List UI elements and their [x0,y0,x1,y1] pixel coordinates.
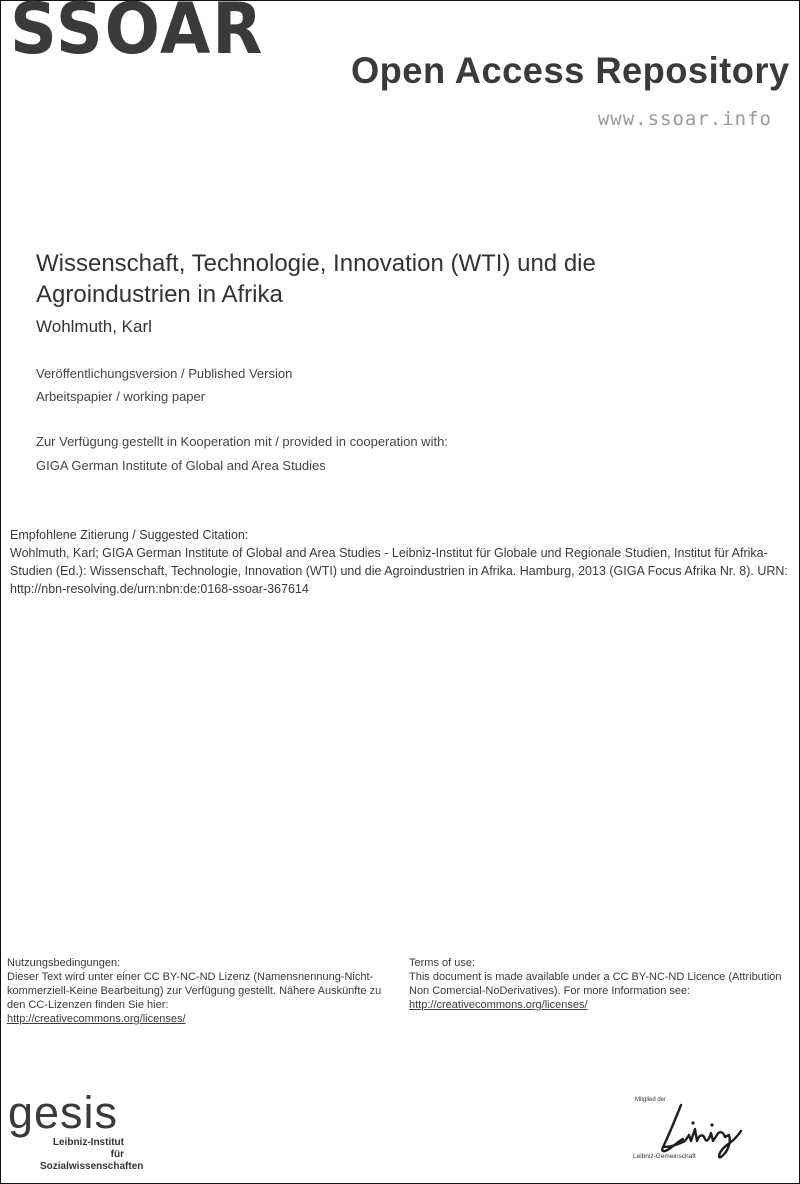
gesis-line-1: Leibniz-Institut [52,1137,124,1148]
document-type: Arbeitspapier / working paper [36,389,206,404]
citation-text: Wohlmuth, Karl; GIGA German Institute of Global and Area Studies - Leibniz-Institut für Globale und Regionale Studien, Institut für Afrika-Studien (Ed.): Wissenschaft, Technologie, Innovation (WTI) und die Agroindustrien in Afrika. Hamburg, 2013 (GIGA Focus Afrika Nr. 8). URN: http://nbn-resolving.de/urn:nbn:de:0168-ssoar-367614 [10,546,788,596]
title-line-2: Agroindustrien in Afrika [36,281,283,308]
gesis-line-2: für Sozialwissenschaften [40,1149,144,1172]
citation-block [10,526,790,598]
repository-url[interactable]: www.ssoar.info [597,108,772,130]
publication-version: Veröffentlichungsversion / Published Version [36,366,293,381]
terms-en-body: This document is made available under a CC BY-NC-ND Licence (Attribution Non Comercial-NoDerivatives). For more Information see: [409,971,782,997]
leibniz-organization: Leibniz-Gemeinschaft [633,1153,696,1160]
terms-german [7,956,392,1026]
provided-by-label: Zur Verfügung gestellt in Kooperation mit / provided in cooperation with: [36,434,448,449]
document-title [36,248,736,310]
leibniz-member-label: Mitglied der [635,1097,667,1103]
provider-name: GIGA German Institute of Global and Area Studies [36,458,326,473]
gesis-subtitle [40,1137,144,1173]
repository-title: Open Access Repository [351,50,790,91]
terms-de-heading: Nutzungsbedingungen: [7,957,121,969]
document-author: Wohlmuth, Karl [36,317,152,336]
terms-de-body: Dieser Text wird unter einer CC BY-NC-ND Lizenz (Namensnennung-Nicht-kommerziell-Keine Bearbeitung) zur Verfügung gestellt. Nähere Auskünfte zu den CC-Lizenzen finden Sie hier: [7,971,382,1011]
terms-en-heading: Terms of use: [409,957,476,969]
terms-de-link[interactable]: http://creativecommons.org/licenses/ [7,1013,186,1025]
citation-label: Empfohlene Zitierung / Suggested Citation: [10,528,249,542]
title-line-1: Wissenschaft, Technologie, Innovation (WTI) und die [36,250,596,277]
terms-en-link[interactable]: http://creativecommons.org/licenses/ [409,999,588,1011]
gesis-logo: gesis [8,1087,119,1138]
ssoar-logo: SSOAR [10,0,265,70]
terms-english [409,956,794,1012]
